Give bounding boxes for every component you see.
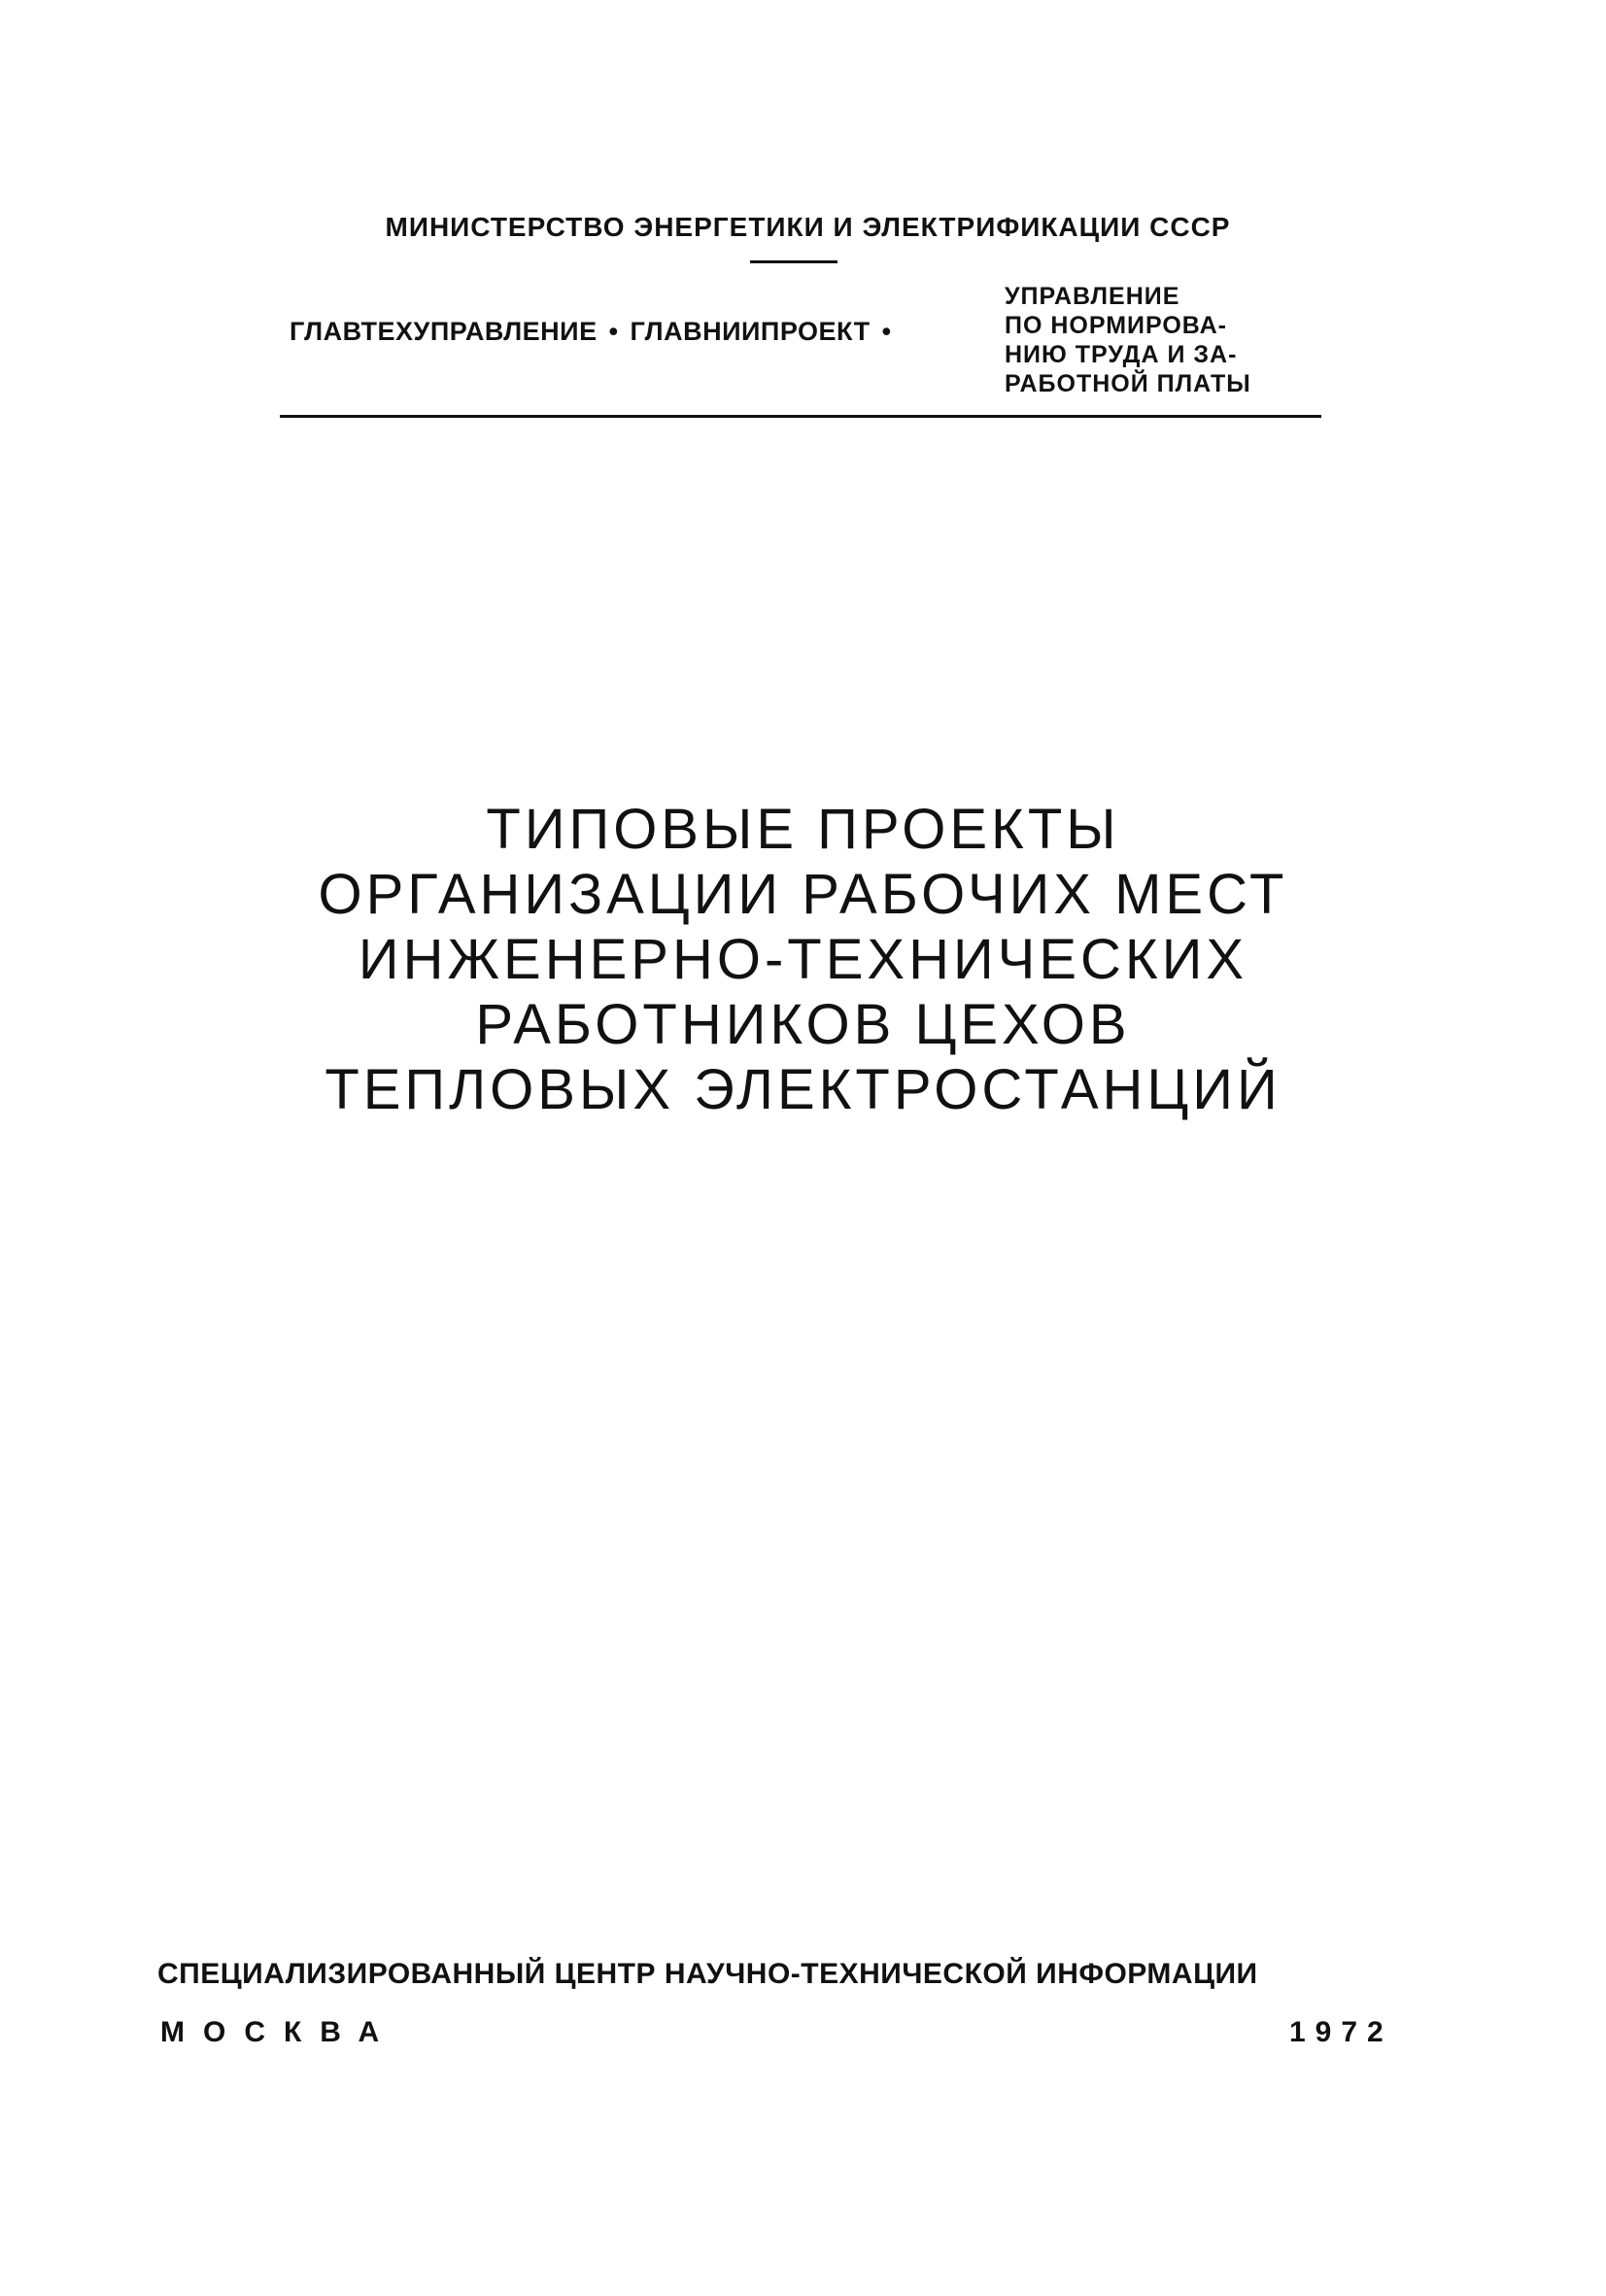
dept-line: УПРАВЛЕНИЕ [1005,283,1180,310]
separator-dot: • [881,317,892,346]
publication-year: 1972 [1289,2016,1393,2048]
dept-line: РАБОТНОЙ ПЛАТЫ [1005,370,1251,397]
dept-glavtekhupravlenie: ГЛАВТЕХУПРАВЛЕНИЕ [290,317,598,346]
document-title [0,797,1606,1122]
publication-city: МОСКВА [160,2016,398,2048]
publisher-name: СПЕЦИАЛИЗИРОВАННЫЙ ЦЕНТР НАУЧНО-ТЕХНИЧЕСКОЙ ИНФОРМАЦИИ [157,1958,1258,1990]
dept-line: НИЮ ТРУДА И ЗА- [1005,341,1238,368]
header-divider [280,415,1321,418]
title-line: РАБОТНИКОВ ЦЕХОВ [475,993,1131,1056]
title-line: ТИПОВЫЕ ПРОЕКТЫ [486,798,1120,861]
dept-labor-norms [1005,282,1251,398]
departments-left [290,317,904,347]
separator-dot: • [608,317,619,346]
ministry-heading: МИНИСТЕРСТВО ЭНЕРГЕТИКИ И ЭЛЕКТРИФИКАЦИИ СССР [385,212,1231,242]
dept-line: ПО НОРМИРОВА- [1005,312,1227,339]
short-divider [750,260,837,263]
title-line: ОРГАНИЗАЦИИ РАБОЧИХ МЕСТ [318,863,1288,926]
title-line: ТЕПЛОВЫХ ЭЛЕКТРОСТАНЦИЙ [325,1058,1281,1121]
dept-glavniiproekt: ГЛАВНИИПРОЕКТ [630,317,871,346]
title-line: ИНЖЕНЕРНО-ТЕХНИЧЕСКИХ [358,928,1248,991]
